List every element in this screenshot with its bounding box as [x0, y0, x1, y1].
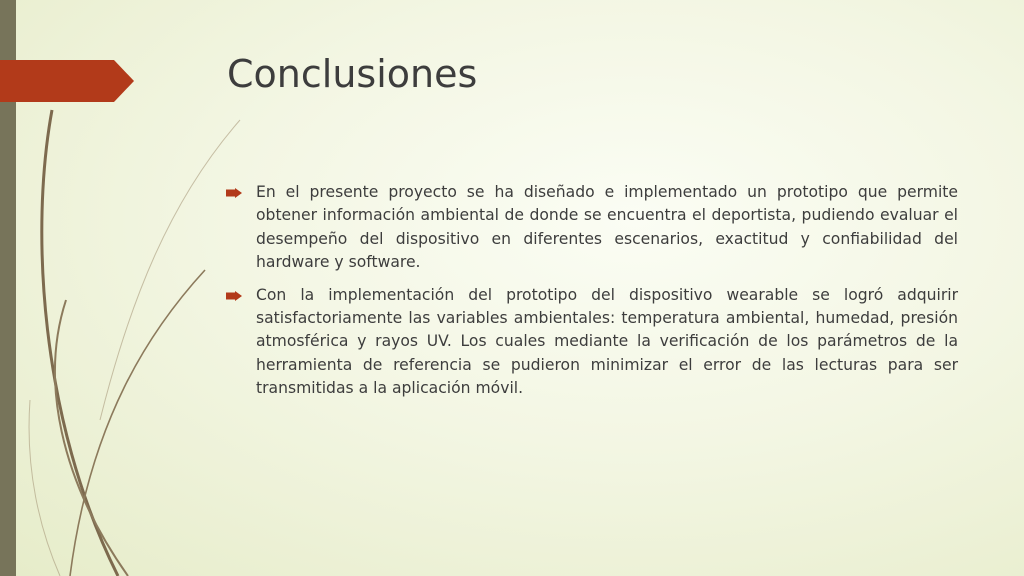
slide-title: Conclusiones	[227, 52, 478, 96]
arrow-bullet-icon	[226, 188, 242, 198]
bullet-item	[226, 181, 958, 275]
bullet-list	[226, 181, 958, 410]
title-accent-tab	[0, 60, 134, 102]
bullet-item	[226, 284, 958, 401]
bullet-text: En el presente proyecto se ha diseñado e implementado un prototipo que permite obtener información ambiental de donde se encuentra el deportista, pudiendo evaluar el desempeño del dispositivo en diferentes escenarios, exactitud y confiabilidad del hardware y software.	[256, 183, 958, 272]
bullet-text: Con la implementación del prototipo del dispositivo wearable se logró adquirir satisfactoriamente las variables ambientales: temperatura ambiental, humedad, presión atmosférica y rayos UV. Los cuales mediante la verificación de los parámetros de la herramienta de referencia se pudieron minimizar el error de las lecturas para ser transmitidas a la aplicación móvil.	[256, 285, 958, 398]
arrow-bullet-icon	[226, 291, 242, 301]
